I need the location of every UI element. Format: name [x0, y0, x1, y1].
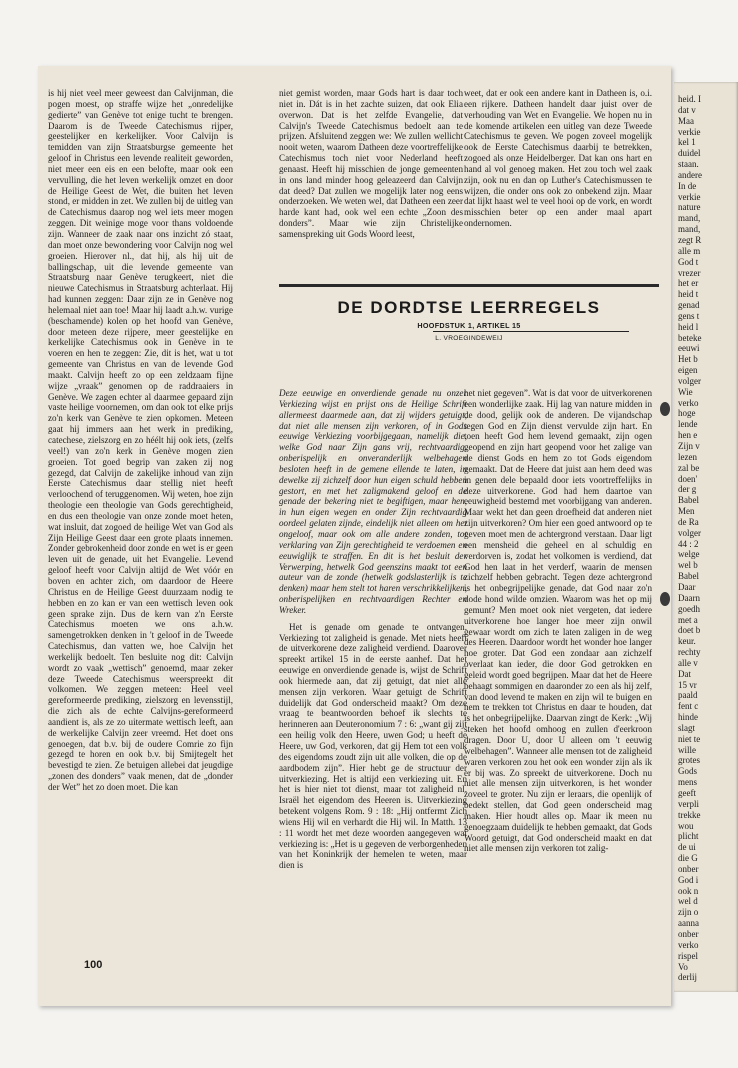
right-page-line: wou [678, 820, 694, 831]
column-3-top [464, 88, 652, 288]
right-page-line: Maa [678, 115, 694, 126]
section-title: DE DORDTSE LEERREGELS [337, 298, 601, 317]
right-page-line: derlij [678, 972, 697, 983]
right-page-line: Babel [678, 571, 699, 582]
right-page-line: niet te [678, 733, 701, 744]
right-page-line: verpli [678, 798, 699, 809]
right-page-line: Babel [678, 495, 699, 506]
right-page-line: zal be [678, 462, 700, 473]
article-body-2: het niet gegeven”. Wat is dat voor de uitverkorenen een wonderlijke zaak. Hij lag van nature midden in de dood, gelijk ook de anderen. De vijandschap tegen God en Zijn dienst vervulde zijn hart. En toen heeft God hem levend gemaakt, zijn ogen geopend en zijn hart geopend voor het zalige van de dienst Gods en hem zo tot Gods eigendom gemaakt. Dat de Heere dat juist aan hem deed was in genen dele bepaald door iets voortreffelijks in deze uitverkorene. God had hem daartoe van eeuwigheid bestemd met voorbijgang van anderen. Maar wekt het dan geen droefheid dat anderen niet zijn uitverkoren? Om hier een goed antwoord op te geven moet men de achtergrond verstaan. Daar ligt een mensheid die geheel en al schuldig en verdorven is, zodat het volkomen is verdiend, dat God hen laat in het verderf, waarin de mensen zichzelf hebben gebracht. Tegen deze achtergrond is het onbegrijpelijke genade, dat God naar zo'n dode hond wilde omzien. Waarom was het op mij gemunt? Men moet ook niet vergeten, dat iedere uitverkorene hoe langer hoe meer zijn onwil gewaar wordt om zich te laten zaligen in de weg des Heeren. Daardoor wordt het wonder hoe langer hoe groter. Dat God een zondaar aan zichzelf overlaat kan ieder, die door God getrokken en geleid wordt goed begrijpen. Maar dat het de Heere behaagt sommigen en daaronder zo een als hij zelf, van dood levend te maken en zijn wil te buigen en hem te trekken tot Christus en daar te houden, dat is het onbegrijpelijke. Daarvan zingt de Kerk: „Wij steken het hoofd omhoog en zullen d'eerkroon dragen. Door U, door U alleen om 't eeuwig welbehagen”. Wanneer alle mensen tot de zaligheid waren verkoren zou het ook een wonder zijn als ik er bij was. Zo spreekt de uitverkorene. Doch nu niet alle mensen zijn uitverkoren, is het wonder zoveel te groter. Nu zijn er leraars, die openlijk of bedekt stellen, dat God geen onderscheid mag maken. Hier houdt alles op. Maar ik meen nu genoegzaam duidelijk te hebben gemaakt, dat Gods Woord getuigt, dat God onderscheid maakt en dat niet alle mensen zijn verkoren tot zalig- [464, 388, 652, 854]
column-1 [48, 88, 233, 966]
right-page-line: der g [678, 484, 697, 495]
binding-hole-top [660, 402, 670, 416]
right-page-line: verkie [678, 126, 701, 137]
right-page-line: Dat [678, 668, 691, 679]
right-page-line: vrezer [678, 267, 701, 278]
column-2-article [279, 388, 467, 976]
column-3-article [464, 388, 652, 976]
right-page-fragments [678, 94, 738, 983]
right-page-line: fent c [678, 701, 699, 712]
binding-hole-bottom [660, 592, 670, 606]
right-page-line: wille [678, 744, 696, 755]
right-page-line: eigen [678, 365, 698, 376]
section-subtitle: HOOFDSTUK 1, ARTIKEL 15 [417, 321, 521, 330]
right-page-line: lezen [678, 451, 697, 462]
right-page-line: het er [678, 278, 699, 289]
right-page-line: In de [678, 180, 697, 191]
right-page-line: Vo [678, 961, 688, 972]
right-page-line: lende [678, 419, 698, 430]
right-page-line: wel d [678, 896, 698, 907]
right-page-line: verko [678, 397, 699, 408]
right-page-line: plicht [678, 831, 699, 842]
right-page-line: heid. I [678, 94, 701, 104]
right-page-line: heid l [678, 321, 699, 332]
right-page-line: hinde [678, 712, 698, 723]
right-page-line: rechty [678, 647, 701, 658]
right-page-line: paald [678, 690, 698, 701]
column-2-top-text: niet gemist worden, maar Gods hart is daar toch niet in. Dát is in het zachte suizen, dat ook Elia overwon. Dat is het zelfde Evangelie, dat Calvijn's Tweede Catechismus bedoelt aan te prijzen. Afsluitend zeggen we: We zullen wellicht nooit weten, waarom Datheen deze voortreffelijke Catechismus toch niet voor Nederland heeft genaast. Heeft hij misschien de jonge gemeenten in ons land minder hoog geleazeerd dan Calvijn dat deed? Dat zullen we mogelijk later nog eens onderzoeken. We weten wel, dat Datheen een zeer harde kant had, ook wel een echte „Zoon des donders”. Maar wie zijn Christelijke samenspreking uit Gods Woord leest, [279, 88, 463, 239]
right-page-line: God i [678, 874, 699, 885]
right-page-line: hen e [678, 430, 698, 441]
right-page-line: zijn o [678, 907, 699, 918]
right-page-line: goedh [678, 603, 700, 614]
column-1-text: is hij niet veel meer geweest dan Calvijnman, die pogen moest, op straffe wijze het „onredelijke gedierte” van Genève tot enige tucht te brengen. Daarom is de Tweede Catechismus rijper, geestelijker en kerkelijker. Voor Calvijn is temidden van zijn Straatsburgse gemeente het geloof in Christus een levende realiteit geworden, niet meer een eis en een belofte, maar ook een vervulling, die het leven werkelijk omzet en door de Heilige Geest de Wet, die buiten het leven stond, er midden in zet. We zullen bij de uitleg van de Catechismus daarop nog wel iets meer mogen zeggen. Dit weinige moge voor thans voldoende zijn. Wanneer de zaak naar ons inzicht zó staat, dan moet onze bewondering voor Calvijn nog wel groeien. Hierover nl., dat hij, als hij uit de ballingschap, uit die levende gemeente van Straatsburg naar Genève terugkeert, niet die nieuwe Catechismus in Straatsburg achterlaat. Hij had kunnen zeggen: Daar zijn ze in Genève nog helemaal niet aan toe! Maar hij laadt a.h.w. vurige (beschamende) kolen op het hoofd van Genève, door meteen deze rijpere, meer geestelijke en kerkelijke Catechismus ook in Genève in te voeren en hen te zeggen: Zie, dit is het, wat u tot gemeente van Christus en van de levende God maakt. Calvijn heeft zo op een zeldzaam fijne wijze „vraak” genomen op de raddraaiers in Genève. We zagen echter al daarmee gepaard zijn vaste heilige voornemen, om dan ook tot elke prijs zo'n kerk van Genève te zien opkomen. Meteen gaat hij immers aan het werk in prediking, catechese, zielszorg en zo héélt hij ook iets, (zelfs veel!) van zo'n kerk in Genève mogen zien groeien. Tot goed begrip van zaken zij nog gezegd, dat Calvijn de zakelijke inhoud van zijn Eerste Catechismus daar stellig niet heeft verloochend of teruggenomen. Wij weten, hoe zijn theologie een theologie van Gods gerechtigheid, en dus een theologie van onze zonde moet heten, wat insluit, dat zogoed de heilige Wet van God als Zijn Heilige Geest daar een grote plaats innemen. Zonder gebrokenheid door zonde en wet is er geen leven uit de genade, uit het Evangelie. Levend geloof heeft voor Calvijn altijd de Wet vóór en boven en achter zich, om daardoor de Heere Christus en de Heilige Geest duurzaam nodig te hebben en zo kan er van een wettisch leven ook geen sprake zijn. Dus de kern van z'n Eerste Catechismus moeten we ons a.h.w. samengetrokken denken in 't geloof in de Tweede Catechismus, dan vatten we, hoe Calvijn het werkelijk bedoelt. Ten besluite nog dit: Calvijn wordt zo vaak „wettisch” genoemd, maar zeker deze Tweede Catechismus weerspreekt dit volkomen. We zeggen meteen: Heel veel gereformeerde prediking, zielszorg en levensstijl, die zich als de echte Calvijns-gereformeerd aandient is, als ze zo uitermate wettisch leeft, aan de werkelijke Calvijn zeer vreemd. Het doet ons genoegen, dat b.v. bij de oudere Comrie zo fijn gezegd te horen en ook b.v. bij Smijtegelt het bevestigd te zien. Ze betuigen allebei dat jeugdige „zonen des donders” vaak menen, dat de „donder der Wet” het zo doen moet. Die kan [48, 88, 233, 792]
right-page-line: mand, [678, 224, 701, 235]
right-page-line: welge [678, 549, 700, 560]
right-page-line: doet b [678, 625, 701, 636]
right-page-line: hoge [678, 408, 696, 419]
right-page-line: beteke [678, 332, 702, 343]
right-page-line: alle v [678, 657, 698, 668]
right-page-line: Daarn [678, 592, 700, 603]
right-page-line: de ui [678, 842, 696, 853]
right-page-line: verkie [678, 191, 701, 202]
right-page-line: volger [678, 375, 701, 386]
right-page-line: Zijn v [678, 441, 700, 451]
right-page-line: die G [678, 853, 698, 864]
right-page-line: Gods [678, 766, 698, 777]
right-page-line: eeuwi [678, 343, 700, 354]
article-quote: Deze eeuwige en onverdiende genade nu onzer Verkiezing wijst en prijst ons de Heilige Schrift allermeest daarmede aan, dat zij wijders getuigt, dat niet alle mensen zijn verkoren, of in Gods eeuwige Verkiezing voorbijgegaan, namelijk die, welke God naar Zijn gans vrij, rechtvaardig, onberispelijk en onveranderlijk welbehagen besloten heeft in de gemene ellende te laten, in dewelke zij zichzelf door hun eigen schuld hebben gestort, en met het zaligmakend geloof en de genade der bekering niet te begiftigen, maar hen, in hun eigen wegen en onder Zijn rechtvaardig oordeel gelaten zijnde, eindelijk niet alleen om het ongeloof, maar ook om alle andere zonden, tot verklaring van Zijn gerechtigheid te verdoemen en eeuwiglijk te straffen. En dit is het besluit der Verwerping, hetwelk God geenszins maakt tot een auteur van de zonde (hetwelk godslasterlijk is te denken) maar hem stelt tot haren verschrikkelijken, onberispelijken en rechtvaardigen Rechter en Wreker. [279, 388, 467, 615]
right-page-line: onber [678, 863, 699, 874]
right-page-line: zegt R [678, 234, 702, 245]
column-3-top-text: weet, dat er ook een andere kant in Datheen is, o.i. een rijkere. Datheen handelt daar juist over de verhouding van Wet en Evangelie. We hopen nu in de komende artikelen een uitleg van deze Tweede Catechismus te geven. We pogen zoveel mogelijk ook de Eerste Catechismus daarbij te betrekken, zogoed als onze Heidelberger. Dat kan ons hart en hand al vol genoeg maken. Het zou toch wel zaak zijn, ook nu en dan op Luther's Catechismussen te wijzen, die onder ons ook zo onbekend zijn. Maar dat lijkt haast wel te veel hooi op de vork, en wordt misschien beter op een ander maal apart ondernomen. [464, 88, 652, 229]
right-page-line: andere [678, 169, 702, 180]
right-page-line: dat v [678, 104, 696, 115]
right-page-line: volger [678, 527, 701, 538]
right-page-line: Het b [678, 354, 698, 365]
right-page-edge [674, 82, 738, 992]
right-page-line: mens [678, 777, 697, 788]
right-page-line: ook n [678, 885, 699, 896]
right-page-line: alle m [678, 245, 701, 256]
right-page-line: 44 : 2 [678, 538, 699, 549]
right-page-line: trekke [678, 809, 701, 820]
right-page-line: wel b [678, 560, 698, 571]
right-page-line: duidel [678, 148, 701, 159]
right-page-line: kel 1 [678, 137, 696, 148]
right-page-line: doen' [678, 473, 698, 484]
right-page-line: de Ra [678, 516, 699, 527]
right-page-line: onber [678, 928, 699, 939]
right-page-line: rispel [678, 950, 698, 961]
article-author: L. VROEGINDEWEIJ [435, 335, 503, 342]
page-number: 100 [84, 959, 103, 971]
right-page-line: slagt [678, 722, 695, 733]
right-page-line: verko [678, 939, 699, 950]
right-page-line: met a [678, 614, 698, 625]
right-page-line: aanna [678, 918, 699, 929]
right-page-line: Wie [678, 386, 693, 397]
right-page-line: genad [678, 300, 700, 311]
right-page-line: gens t [678, 310, 700, 321]
right-page-line: staan. [678, 159, 699, 170]
right-page-line: God t [678, 256, 699, 267]
right-page-line: geeft [678, 788, 696, 798]
right-page-line: keur. [678, 636, 696, 647]
right-page-line: grotes [678, 755, 700, 766]
right-page-line: nature [678, 202, 701, 213]
right-page-line: 15 vr [678, 679, 697, 690]
subtitle-rule [433, 331, 629, 332]
right-page-line: Men [678, 506, 695, 517]
left-page [38, 66, 671, 1006]
article-body-1: Het is genade om genade te ontvangen. Verkiezing tot zaligheid is genade. Met niets heeft de uitverkorene deze zaligheid verdiend. Daarover spreekt artikel 15 in de eerste aanhef. Dat het eeuwige en onverdiende genade is, wijst de Schrift ook hiermede aan, dat zij getuigt, dat niet alle mensen zijn verkoren. Waar getuigt de Schrift duidelijk dat God onderscheid maakt? Om deze vraag te beantwoorden behoef ik slechts te herinneren aan Deuteronomium 7 : 6: „want gij zijt een heilig volk den Heere, uwen God; u heeft de Heere, uw God, verkoren, dat gij Hem tot een volk des eigendoms zoudt zijn uit alle volken, die op de aardbodem zijn”. Hier hebt ge de structuur der uitverkiezing. Het is altijd een verkiezing uit. En het is hier niet tot dienst, maar tot zaligheid nl. Israël het eigendom des Heeren is. Uitverkiezing betekent volgens Rom. 9 : 18: „Hij ontfermt Zich wiens Hij wil en verhardt die Hij wil. In Matth. 13 : 11 wordt het met deze woorden aangegeven wat verkiezing is: „Het is u gegeven de verborgenheden van het Koninkrijk der hemelen te weten, maar dien is [279, 621, 467, 871]
section-divider [279, 284, 659, 287]
right-page-line: mand, [678, 213, 701, 224]
column-2-top [279, 88, 463, 288]
right-page-line: heid t [678, 289, 699, 300]
right-page-line: Daar [678, 581, 696, 592]
